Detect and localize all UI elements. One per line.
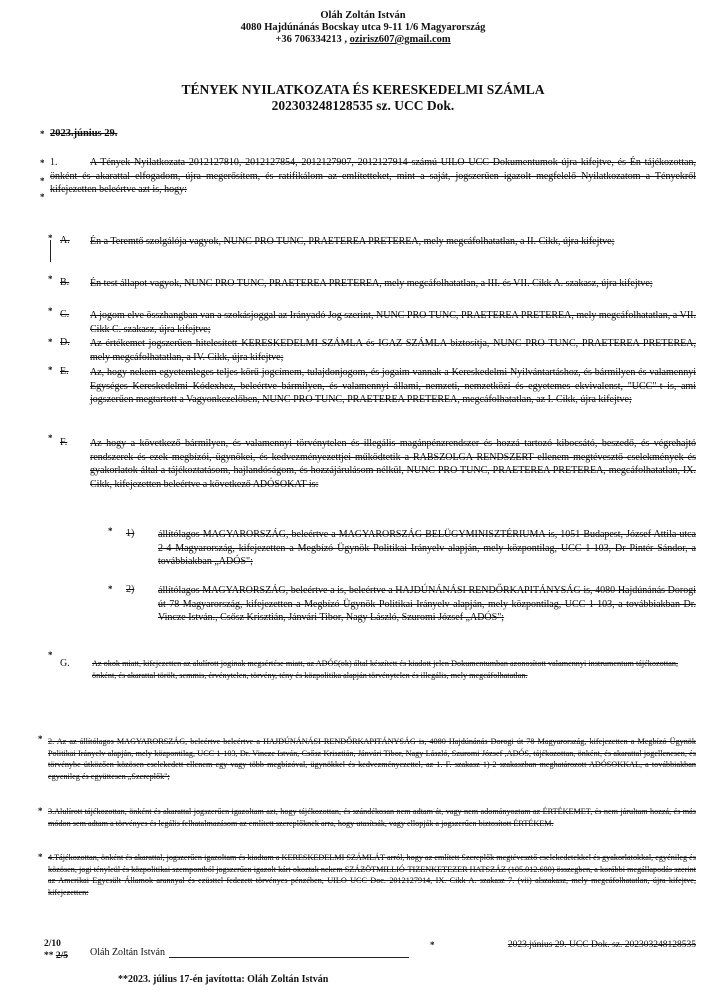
asterisk-mark: *: [38, 734, 43, 744]
asterisk-mark: *: [38, 806, 43, 816]
asterisk-mark: *: [108, 526, 113, 536]
document-date: 2023.június 29.: [50, 128, 118, 139]
letterhead: [0, 10, 726, 46]
asterisk-mark: *: [38, 852, 43, 862]
debtor-text: állítólagos MAGYARORSZÁG, beleértve a is, beleértve a HAJDÚNÁNÁSI RENDŐRKAPITÁNYSÁG is, 4080 Hajdúnánás Dorogi út 78 Magyarország, kifejezetten a Megbízó Ügynök Politikai Irányelv alapján, mely központilag, UCC 1-103, a továbbiakban Dr. Vincze István., Csősz Krisztián, Jánvári Tibor, Nagy László, Szuromi József „ADÓS";: [158, 585, 696, 623]
debtor-text: állítólagos MAGYARORSZÁG, beleértve a MAGYARORSZÁG BELÜGYMINISZTÉRIUMA is, 1051 Budapest, József Attila utca 2-4 Magyarország, kifejezetten a Megbízó Ügynök Politikai Irányelv alapján, mely központilag, UCC 1-103, Dr Pintér Sándor, a továbbiakban „ADÓS";: [158, 529, 696, 567]
asterisk-mark: *: [48, 650, 53, 660]
title-line-2: 202303248128535 sz. UCC Dok.: [271, 98, 455, 113]
author-contact: +36 706334213 , ozirisz607@gmail.com: [275, 34, 451, 45]
section-g-label: G.: [60, 658, 70, 669]
signatory-name: Oláh Zoltán István: [90, 947, 165, 958]
item-label: E.: [60, 366, 69, 377]
intro-label: 1.: [50, 157, 58, 168]
author-email[interactable]: ozirisz607@gmail.com: [349, 34, 451, 45]
debtor-label: 2): [126, 584, 135, 595]
asterisk-mark: *: [48, 337, 53, 347]
item-label: C.: [60, 309, 70, 320]
item-label: F.: [60, 437, 68, 448]
title-line-1: TÉNYEK NYILATKOZATA ÉS KERESKEDELMI SZÁMLA: [181, 82, 545, 97]
item-text: Én a Teremtő szolgálója vagyok, NUNC PRO TUNC, PRAETEREA PRETEREA, mely megcáfolhatatlan, a II. Cikk, újra kifejtve;: [90, 236, 615, 247]
page-number: [44, 938, 68, 962]
item-text: Az értékemet jogszerűen hitelesített KERESKEDELMI SZÁMLA és IGAZ SZÁMLA biztosítja, NUNC PRO TUNC, PRAETEREA PRETEREA, mely megcáfolhatatlan, a IV. Cikk, újra kifejtve;: [90, 338, 696, 363]
paragraph-4: 4.Tájékozottan, önként és akarattal, jogszerűen igazoltam és kiadtam a KERESKEDELMI SZÁMLÁT arról, hogy az említett Szereplők megtévesztő cselekedetekkel és gyakorlatokkal, egyénileg és közösen, jogi tényleül és közpolitikai szempontból jogszerűen igazolt kárt okoztak nekem SZÁZÖTMILLIÓ-TIZENKETEZER HATSZÁZ (105.012.600) összegben, a korábbi megállapodás szerint az Amerikai Egyesült Államok arannyal és ezüsttel fedezett törvényes pénzében, UILO UCC Doc. 2012127914, IX. Cikk A. szakasz 7. (vii) alszakasz, mely megcáfolhatatlan, újra kifejtve, kifejezetten:: [48, 853, 696, 897]
item-text: Az hogy a következő bármilyen, és valamennyi törvénytelen és illegális magánpénzrendszer és hozzá tartozó kibocsátó, beszedő, és végrehajtó rendszerek és ezek megbízói, ügynökei, és kedvezményezettjei működtetik a RABSZOLGA RENDSZERT ellenem megtévesztő cselekmények és gyakorlatok által a tájékoztatásom, hajlandóságom, és hozzájárulásom nélkül, NUNC PRO TUNC, PRAETEREA PRETEREA, megcáfolhatatlan, IX. Cikk, kifejezetten beleértve a következő ADÓSOKAT is:: [90, 438, 696, 490]
author-name: Oláh Zoltán István: [320, 10, 406, 21]
intro-paragraph: [50, 156, 696, 197]
asterisk-mark: *: [48, 365, 53, 375]
correction-note: **2023. július 17-én javította: Oláh Zoltán István: [118, 974, 329, 985]
asterisk-mark: *: [108, 584, 113, 594]
paragraph-3: 3.Alulírott tájékozottan, önként és akarattal jogszerűen igazoltam azt, hogy tájékozottan, és szándékosan nem adtam át, vagy nem adományoztam az ÉRTÉKEMET, és nem járultam hozzá, és más módon sem adtam a törvényes és legális felhatalmazásom az említett szereplőknek arra, hogy utasítsák, vagy ellopják a jogszerűen biztosított ÉRTÉKEM.: [48, 807, 696, 828]
author-phone: +36 706334213: [275, 34, 342, 45]
asterisk-mark: *: [40, 192, 45, 202]
asterisk-mark: *: [48, 433, 53, 443]
debtor-label: 1): [126, 528, 135, 539]
item-text: A jogom elve összhangban van a szokásjoggal az Irányadó Jog szerint, NUNC PRO TUNC, PRAETEREA PRETEREA, mely megcáfolhatatlan, a VII. Cikk C. szakasz, újra kifejtve;: [90, 310, 696, 335]
asterisk-mark: *: [40, 158, 45, 168]
asterisk-mark: *: [40, 129, 45, 139]
item-text: Én test állapot vagyok, NUNC PRO TUNC, PRAETEREA PRETEREA, mely megcáfolhatatlan, a III. és VII. Cikk A. szakasz, újra kifejtve;: [90, 278, 653, 289]
item-label: B.: [60, 277, 70, 288]
author-address: 4080 Hajdúnánás Bocskay utca 9-11 1/6 Magyarország: [240, 22, 486, 33]
asterisk-mark: *: [48, 274, 53, 284]
asterisk-mark: *: [40, 176, 45, 186]
page-number-old: ** 2/5: [44, 951, 69, 961]
asterisk-mark: *: [48, 306, 53, 316]
item-label: D.: [60, 337, 70, 348]
section-g-text: Az okok miatt, kifejezetten az alulírott joginak megsértése miatt, az ADÓS(ok) által készített és kiadott jelen Dokumentumban azonosított valamennyi instrumentum tájékozottan, önként, és akarattal törölt, semmis, érvénytelen, törvény, tény és közpolitika alapján törvénytelen és illegális, mely megcáfolhatatlan.: [92, 659, 678, 680]
page-number-new: 2/10: [44, 939, 61, 949]
intro-text: A Tények Nyilatkozata 2012127810, 2012127854, 2012127907, 2012127914 számú UILO UCC Dokumentumok újra kifejtve, és Én tájékozottan, önként és akarattal elfogadom, újra megerősítem, és ratifikálom az említetteket, mint a saját, jogszerűen igazolt megfelelő Nyilatkozatom a Tényekről kifejezetten beleértve azt is, hogy:: [50, 157, 696, 195]
item-label: A.: [60, 235, 70, 246]
item-text: Az, hogy nekem egyetemleges teljes körű jogcímem, tulajdonjogom, és jogaim vannak a Kereskedelmi Nyilvántartáshoz, és bármilyen és valamennyi Egységes Kereskedelmi Kódexhez, beleértve bármilyen, és valamennyi állami, nemzeti, nemzetközi és egyetemes ekvivalenst, "UCC"-t is, ami jogszerűen megtartott a Vagyonkezelőben, NUNC PRO TUNC, PRAETEREA PRETEREA, megcáfolhatatlan, az I. Cikk, újra kifejtve;: [90, 367, 696, 405]
signature-line: [90, 947, 409, 958]
document-reference: 2023.június 29. UCC Dok. sz. 202303248128535: [507, 940, 696, 950]
asterisk-mark: *: [430, 940, 435, 950]
signature-blank: [169, 947, 409, 958]
margin-mark: [50, 240, 51, 262]
paragraph-2: 2. Az az állítólagos MAGYARORSZÁG, beleértve beleértve a HAJDÚNÁNÁSI RENDŐRKAPITÁNYSÁG is, 4080 Hajdúnánás Dorogi út 78 Magyarország, kifejezetten a Megbízó Ügynök Politikai Irányelv alapján, mely központilag, UCC 1-103, Dr. Vincze István, Csősz Krisztián, Jánvári Tibor, Nagy László, Szuromi József ,ADÓS, tájékozottan, önként, és akarattal jogellenesen, és törvénybe ütközően közösen cselekedett ellenem egy vagy több megbízóval, ügynökkel és kedvezményezettel, az 1. F. szakasz 1)-2 szakaszban meghatározott ADÓSOKKAL, a továbbiakban egyenileg és együttesen „Szereplők";: [48, 737, 696, 781]
document-title: [0, 82, 726, 114]
asterisk-mark: *: [48, 233, 53, 243]
